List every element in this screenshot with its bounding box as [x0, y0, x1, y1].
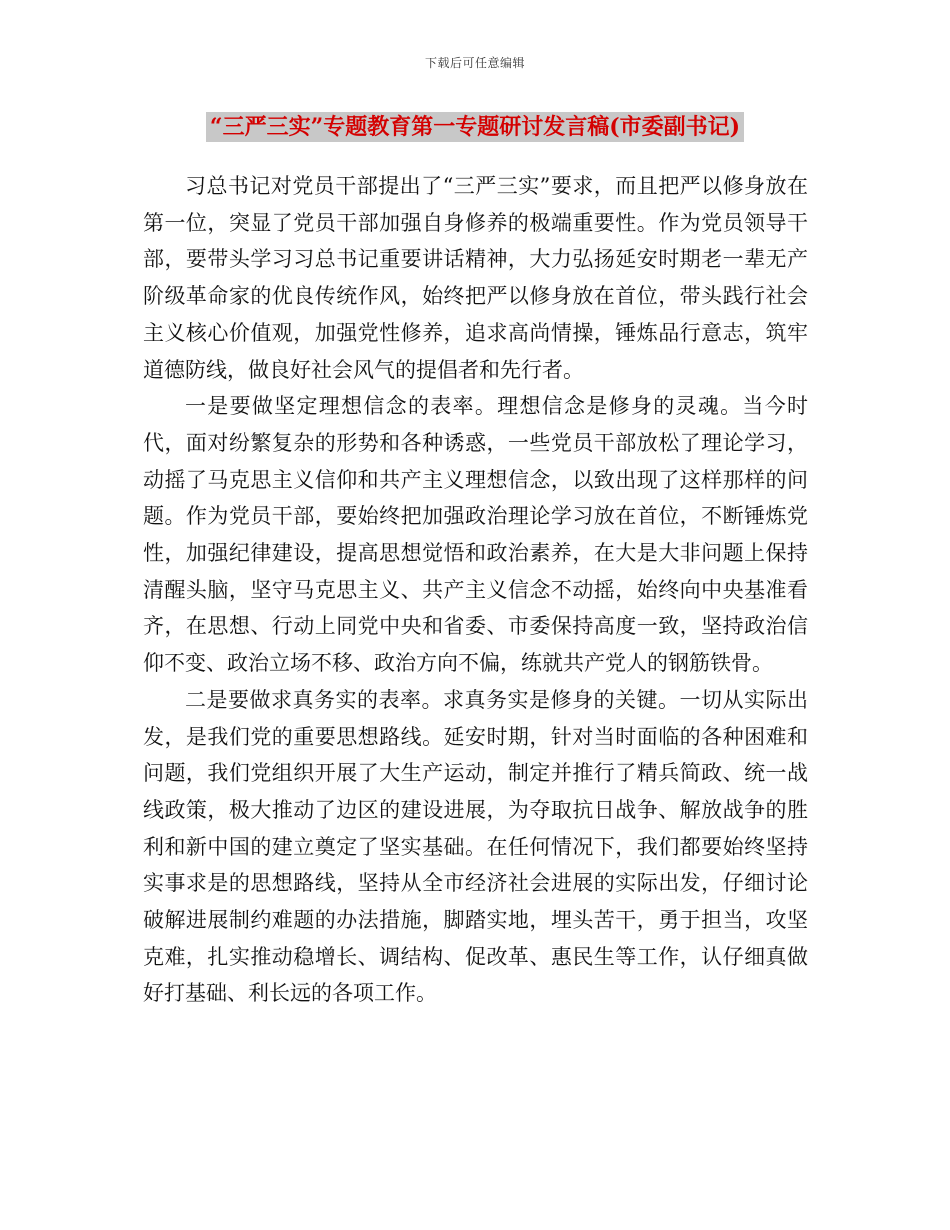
paragraph-point-two: 二是要做求真务实的表率。求真务实是修身的关键。一切从实际出发，是我们党的重要思想路线。延安时期，针对当时面临的各种困难和问题，我们党组织开展了大生产运动，制定并推行了精兵简政、统一战线政策，极大推动了边区的建设进展，为夺取抗日战争、解放战争的胜利和新中国的建立奠定了坚实基础。在任何情况下，我们都要始终坚持实事求是的思想路线，坚持从全市经济社会进展的实际出发，仔细讨论破解进展制约难题的办法措施，脚踏实地，埋头苦干，勇于担当，攻坚克难，扎实推动稳增长、调结构、促改革、惠民生等工作，认仔细真做好打基础、利长远的各项工作。: [143, 687, 808, 1006]
paragraph-intro: 习总书记对党员干部提出了“三严三实”要求，而且把严以修身放在第一位，突显了党员干部加强自身修养的极端重要性。作为党员领导干部，要带头学习习总书记重要讲话精神，大力弘扬延安时期老一辈无产阶级革命家的优良传统作风，始终把严以修身放在首位，带头践行社会主义核心价值观，加强党性修养，追求高尚情操，锤炼品行意志，筑牢道德防线，做良好社会风气的提倡者和先行者。: [143, 174, 808, 382]
page-header-note: 下载后可任意编辑: [424, 56, 525, 70]
document-body: [143, 168, 808, 1012]
title-container: [0, 112, 950, 142]
document-title: “三严三实”专题教育第一专题研讨发言稿(市委副书记): [206, 112, 744, 142]
paragraph-point-one: 一是要做坚定理想信念的表率。理想信念是修身的灵魂。当今时代，面对纷繁复杂的形势和各种诱惑，一些党员干部放松了理论学习，动摇了马克思主义信仰和共产主义理想信念，以致出现了这样那样的问题。作为党员干部，要始终把加强政治理论学习放在首位，不断锤炼党性，加强纪律建设，提高思想觉悟和政治素养，在大是大非问题上保持清醒头脑，坚守马克思主义、共产主义信念不动摇，始终向中央基准看齐，在思想、行动上同党中央和省委、市委保持高度一致，坚持政治信仰不变、政治立场不移、政治方向不偏，练就共产党人的钢筋铁骨。: [143, 394, 808, 676]
